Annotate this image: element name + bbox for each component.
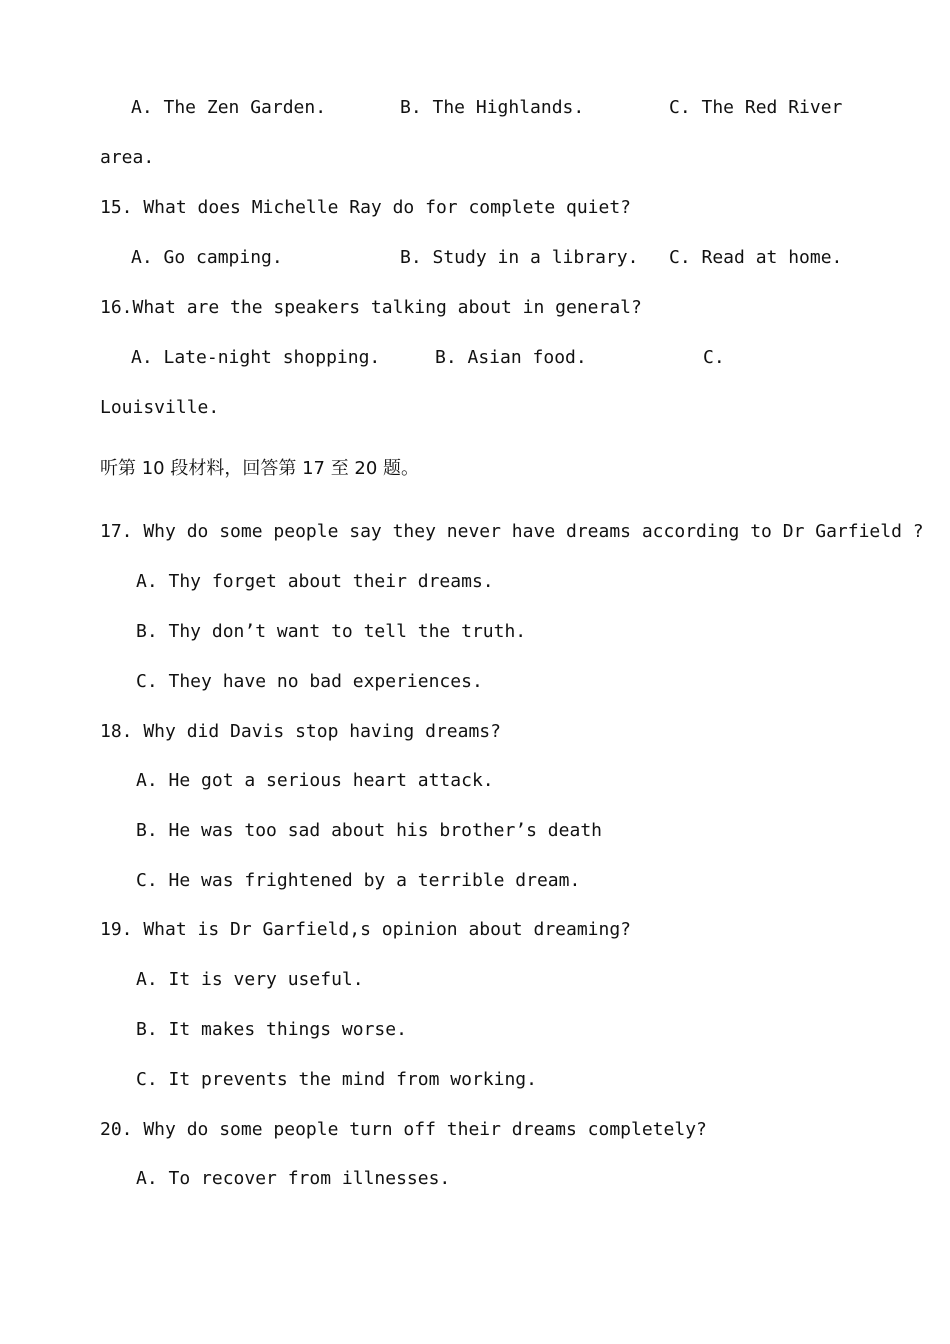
q18-option-b: B. He was too sad about his brother’s death xyxy=(136,820,602,841)
q16-option-a: A. Late-night shopping. xyxy=(131,347,381,368)
section-heading: 听第 10 段材料，回答第 17 至 20 题。 xyxy=(100,458,420,479)
q19-stem: 19. What is Dr Garfield,s opinion about dreaming? xyxy=(100,919,632,940)
q14-option-c: C. The Red River xyxy=(669,97,843,118)
q15-option-c: C. Read at home. xyxy=(669,247,843,268)
q20-option-a: A. To recover from illnesses. xyxy=(136,1168,451,1189)
q16-option-b: B. Asian food. xyxy=(435,347,587,368)
q15-stem: 15. What does Michelle Ray do for complete quiet? xyxy=(100,197,632,218)
q14-option-c-continuation: area. xyxy=(100,147,155,168)
q18-option-c: C. He was frightened by a terrible dream. xyxy=(136,870,581,891)
q20-stem: 20. Why do some people turn off their dreams completely? xyxy=(100,1119,707,1140)
q17-option-a: A. Thy forget about their dreams. xyxy=(136,571,494,592)
q17-option-c: C. They have no bad experiences. xyxy=(136,671,483,692)
q16-option-c: C. xyxy=(703,347,725,368)
q18-stem: 18. Why did Davis stop having dreams? xyxy=(100,721,501,742)
q19-option-b: B. It makes things worse. xyxy=(136,1019,407,1040)
q19-option-a: A. It is very useful. xyxy=(136,969,364,990)
q18-option-a: A. He got a serious heart attack. xyxy=(136,770,494,791)
q17-option-b: B. Thy don’t want to tell the truth. xyxy=(136,621,527,642)
q19-option-c: C. It prevents the mind from working. xyxy=(136,1069,537,1090)
q17-stem: 17. Why do some people say they never have dreams according to Dr Garfield ? xyxy=(100,521,924,542)
q14-option-a: A. The Zen Garden. xyxy=(131,97,327,118)
q14-option-b: B. The Highlands. xyxy=(400,97,585,118)
q16-stem: 16.What are the speakers talking about in general? xyxy=(100,297,642,318)
q15-option-a: A. Go camping. xyxy=(131,247,283,268)
q15-option-b: B. Study in a library. xyxy=(400,247,639,268)
q16-option-c-continuation: Louisville. xyxy=(100,397,220,418)
